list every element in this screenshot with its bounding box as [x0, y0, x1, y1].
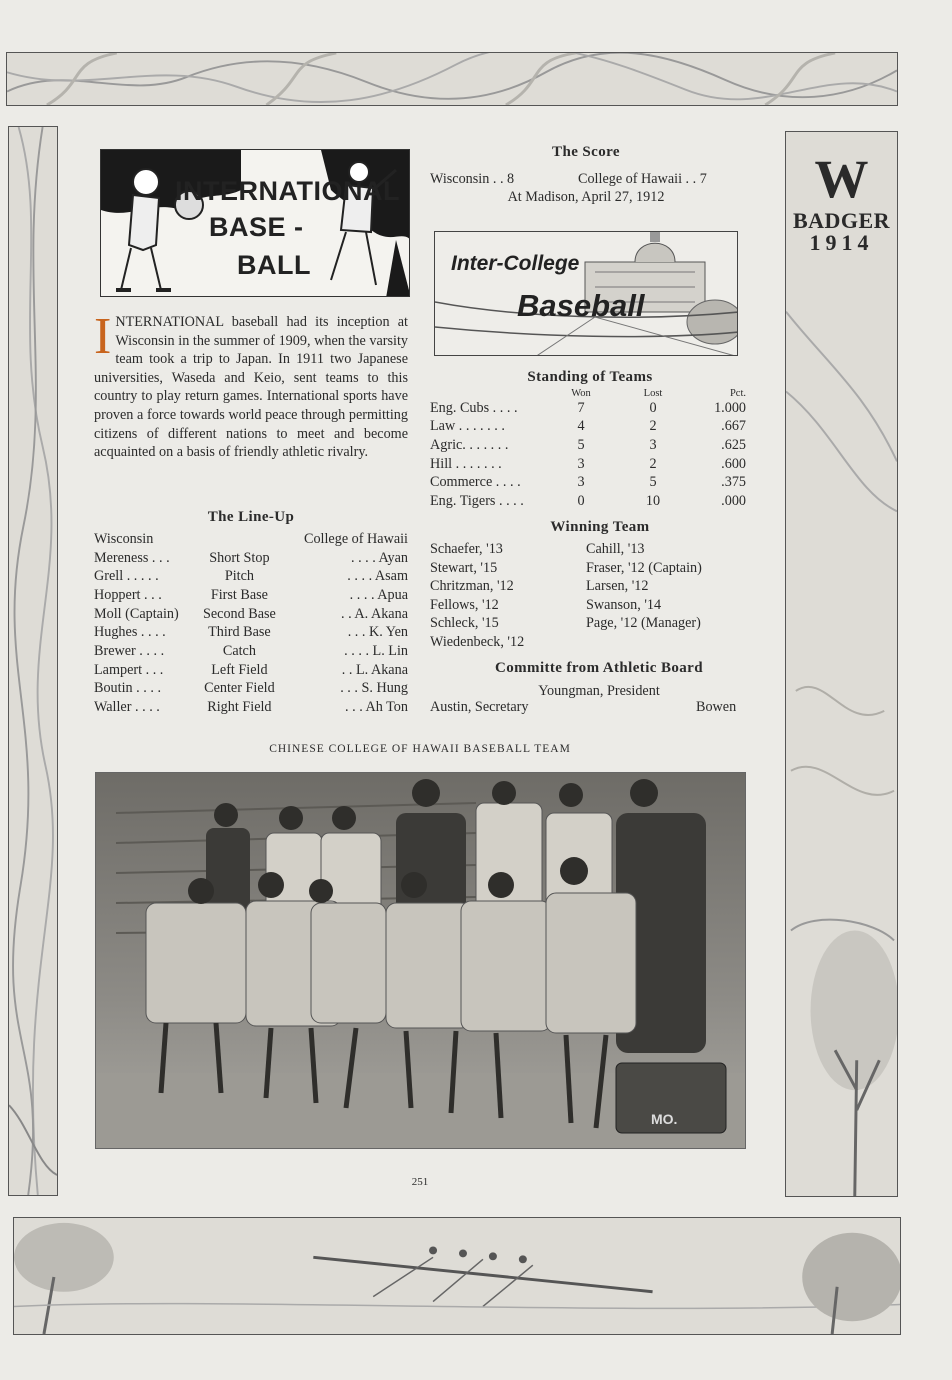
- committee-president: Youngman, President: [538, 683, 660, 699]
- lineup-wisconsin-player: Grell . . . . .: [94, 568, 159, 585]
- winning-team-member: Swanson, '14: [586, 597, 662, 613]
- bottom-decorative-rowing-scene: [13, 1217, 901, 1335]
- lineup-row: [94, 680, 408, 699]
- winning-team-member: Larsen, '12: [586, 578, 649, 594]
- lineup-hawaii-player: . . L. Akana: [341, 661, 408, 678]
- standing-pct: .600: [721, 455, 746, 472]
- lineup-wisconsin-player: Waller . . . .: [94, 699, 160, 716]
- intro-text: NTERNATIONAL baseball had its inception at Wisconsin in the summer of 1909, when the varsity team took a trip to Japan. In 1911 two Japanese universities, Waseda and Keio, sent teams to this country to play return games. International sports have proven a force towards world peace through permitting citizens of different nations to meet and become acquainted on a basis of friendly athletic rivalry.: [94, 314, 408, 461]
- lineup-hawaii-player: . . . . Ayan: [350, 549, 408, 566]
- standing-row: [430, 455, 746, 474]
- standing-team: Commerce . . . .: [430, 474, 521, 491]
- standing-lost: 3: [649, 436, 657, 453]
- standing-pct: .000: [721, 492, 746, 509]
- standing-lost: 2: [649, 455, 657, 472]
- right-decorative-border: [785, 131, 898, 1197]
- top-decorative-border: [6, 52, 898, 106]
- standing-row: [430, 418, 746, 437]
- winning-team-member: Cahill, '13: [586, 541, 645, 557]
- lineup-hawaii-player: . . . Ah Ton: [345, 699, 408, 716]
- score-heading: The Score: [552, 144, 620, 160]
- col-pct: Pct.: [729, 387, 746, 399]
- score-wisconsin: Wisconsin . . 8: [430, 171, 515, 187]
- lineup-row: [94, 661, 408, 680]
- standing-row: [430, 492, 746, 511]
- intro-dropcap: I: [94, 308, 112, 365]
- score-place-date: At Madison, April 27, 1912: [507, 189, 665, 205]
- standing-team: Eng. Cubs . . . .: [430, 399, 518, 416]
- lineup-position: Short Stop: [209, 549, 270, 566]
- badger-name: BADGER: [792, 208, 891, 233]
- inter-college-title: Inter-College: [451, 252, 580, 275]
- standing-lost: 5: [649, 474, 657, 491]
- winning-team-member: Page, '12 (Manager): [586, 615, 701, 631]
- lineup-position: Right Field: [207, 699, 272, 716]
- standing-row: [430, 436, 746, 455]
- lineup-row: [94, 549, 408, 568]
- lineup-position: Third Base: [208, 624, 271, 641]
- committee-secretary: Austin, Secretary: [430, 699, 529, 715]
- page-number: 251: [411, 1176, 429, 1188]
- lineup-hawaii-player: . . . . Asam: [347, 568, 408, 585]
- winning-team-member: Fellows, '12: [430, 597, 499, 613]
- lineup-hawaii-player: . . . S. Hung: [340, 680, 408, 697]
- standing-won: 7: [577, 399, 585, 416]
- standing-header-row: [430, 387, 746, 399]
- lineup-row: [94, 586, 408, 605]
- lineup-row: [94, 605, 408, 624]
- standing-lost: 10: [645, 492, 661, 509]
- lineup-wisconsin-player: Mereness . . .: [94, 549, 170, 566]
- standing-pct: .625: [721, 436, 746, 453]
- lineup-row: [94, 623, 408, 642]
- lineup-hawaii-player: . . . . L. Lin: [344, 642, 408, 659]
- intro-paragraph: [94, 308, 408, 462]
- lineup-right-team: College of Hawaii: [303, 530, 408, 547]
- winning-team-member: Wiedenbeck, '12: [430, 634, 525, 650]
- lineup-hawaii-player: . . . K. Yen: [347, 624, 408, 641]
- lineup-position: First Base: [210, 586, 268, 603]
- lineup-row: [94, 642, 408, 661]
- winning-team-member: Schaefer, '13: [430, 541, 503, 557]
- standing-lost: 2: [649, 418, 657, 435]
- winning-team-heading: Winning Team: [550, 519, 650, 535]
- left-decorative-border: [8, 126, 58, 1196]
- standing-pct: .667: [721, 418, 746, 435]
- standing-row: [430, 399, 746, 418]
- winning-team-member: Chritzman, '12: [430, 578, 514, 594]
- standing-won: 5: [577, 436, 585, 453]
- title-line-1: INTERNATIONAL: [175, 176, 400, 206]
- lineup-row: [94, 567, 408, 586]
- standing-won: 0: [577, 492, 585, 509]
- photo-caption: CHINESE COLLEGE OF HAWAII BASEBALL TEAM: [269, 743, 571, 755]
- lineup-row: [94, 698, 408, 717]
- badger-year: 1914: [809, 230, 874, 255]
- lineup-header-row: [94, 530, 408, 549]
- standing-lost: 0: [649, 399, 657, 416]
- col-won: Won: [571, 387, 591, 399]
- international-baseball-illustration: [100, 149, 410, 297]
- winning-team-member: Stewart, '15: [430, 560, 498, 576]
- col-lost: Lost: [643, 387, 663, 399]
- winning-team-member: Fraser, '12 (Captain): [586, 560, 702, 576]
- lineup-wisconsin-player: Brewer . . . .: [94, 642, 165, 659]
- lineup-position: Catch: [222, 642, 256, 659]
- baseball-title: Baseball: [517, 288, 645, 323]
- badger-w-letter: W: [814, 149, 869, 209]
- lineup-table: [94, 530, 408, 717]
- score-hawaii: College of Hawaii . . 7: [578, 171, 707, 187]
- standing-heading: Standing of Teams: [527, 369, 653, 385]
- standing-pct: 1.000: [714, 399, 746, 416]
- committee-heading: Committe from Athletic Board: [495, 660, 703, 676]
- team-photograph: [95, 772, 746, 1149]
- committee-member: Bowen: [696, 699, 737, 715]
- title-line-2: BASE -: [209, 212, 304, 242]
- lineup-hawaii-player: . . A. Akana: [341, 605, 408, 622]
- standing-row: [430, 473, 746, 492]
- standing-won: 4: [577, 418, 585, 435]
- lineup-position: Center Field: [204, 680, 275, 697]
- lineup-left-team: Wisconsin: [94, 530, 154, 547]
- standing-team: Hill . . . . . . .: [430, 455, 502, 472]
- standing-team: Law . . . . . . .: [430, 418, 505, 435]
- standing-won: 3: [577, 474, 585, 491]
- lineup-position: Left Field: [211, 661, 268, 678]
- lineup-wisconsin-player: Boutin . . . .: [94, 680, 162, 697]
- bag-label: MO.: [651, 1111, 678, 1127]
- lineup-hawaii-player: . . . . Apua: [349, 586, 408, 603]
- standing-pct: .375: [721, 474, 746, 491]
- standing-team: Eng. Tigers . . . .: [430, 492, 524, 509]
- lineup-position: Second Base: [202, 605, 276, 622]
- standing-table: [430, 387, 746, 511]
- lineup-wisconsin-player: Hughes . . . .: [94, 624, 166, 641]
- standing-team: Agric. . . . . . .: [430, 436, 509, 453]
- lineup-wisconsin-player: Lampert . . .: [94, 661, 164, 678]
- inter-college-baseball-illustration: [434, 231, 738, 356]
- lineup-wisconsin-player: Moll (Captain): [94, 605, 179, 622]
- winning-team-member: Schleck, '15: [430, 615, 499, 631]
- lineup-wisconsin-player: Hoppert . . .: [94, 586, 162, 603]
- standing-won: 3: [577, 455, 585, 472]
- lineup-heading: The Line-Up: [207, 509, 295, 525]
- title-line-3: BALL: [237, 250, 311, 280]
- lineup-position: Pitch: [224, 568, 254, 585]
